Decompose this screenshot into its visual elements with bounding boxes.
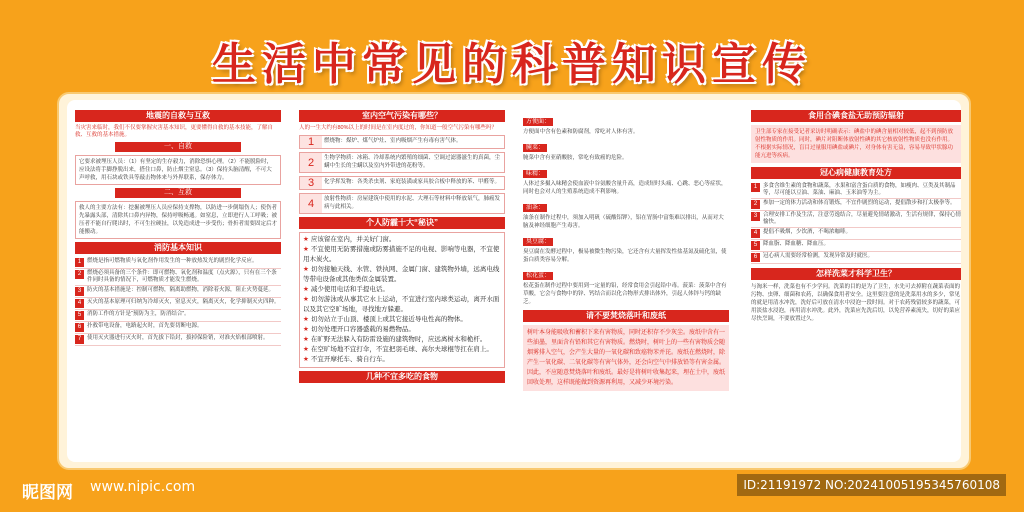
item-text: 灭火的基本原理可归纳为冷却灭火，窒息灭火，隔离灭火，化学抑制灭火四种。 xyxy=(87,299,280,305)
item-text: 参加一定的体力活动和体育锻炼，不宜作剧烈的运动，提倡散步和打太极拳等。 xyxy=(763,200,956,206)
food-text: 臭豆腐在发酵过程中，极易被微生物污染，它还含有大量挥发性盐基氮及硫化氢，使蛋白质类容易分解。 xyxy=(523,249,727,263)
fire-list xyxy=(75,257,281,346)
number-icon: 1 xyxy=(300,136,322,148)
list-item xyxy=(75,310,281,322)
watermark-url: www.nipic.com xyxy=(90,479,196,495)
tip-item: ★ 切勿接触天线、水管、铁执网、金属门窗、建筑物外墙，远离电线等带电设备或其他类似金属装置。 xyxy=(303,265,501,285)
item-number: 2 xyxy=(751,200,760,209)
watermark-logo: 昵图网 xyxy=(22,483,73,503)
item-text: 燃烧必须具备的三个条件：即可燃物、氧化剂和温度（点火源），只有在三个条件同时具备的情况下，可燃物质才能发生燃烧。 xyxy=(87,270,277,283)
vegetable-wash-text: 与淘米一样，洗菜也有不少学问。洗菜的目的是为了卫生，水先可去掉附在蔬菜表面的污物、虫卵、细菌和农药，以确保食用者安全。这里要注意的是洗菜用水的多少，常见的就是用清水冲洗，洗好后可放在清水中浸泡一段时间。对于农药残留较多的蔬菜，可用淡盐水浸泡，再用清水冲洗。此外，洗菜应先洗后切，以免营养素流失，切好的菜应尽快烹调，不要放置过久。 xyxy=(751,284,961,322)
item-text: 放射性物质：房屋建筑中使用的水泥、大理石等材料中释放氡气，肺癌发病与此相关。 xyxy=(324,196,501,210)
food-tag: 油条： xyxy=(523,204,547,212)
item-number: 5 xyxy=(75,311,84,320)
food-tag: 松花蛋： xyxy=(523,272,553,280)
iodine-text: 卫生部专家在接受记者采访时明确表示：碘盐中的碘含量相对较低，起不到预防放射性物质的作用。同时，碘片对阻断体放射性碘的其它核放射性物质也没有作用。不根据实际情况，盲目过量服用碘盐或碘片，对身体有害无益，容易导致甲状腺功能亢进等疾病。 xyxy=(751,125,961,163)
haze-tips-title: 个人防霾十大“秘诀” xyxy=(299,217,505,229)
tip-item: ★ 减少使用电话和手提电话。 xyxy=(303,285,501,295)
item-number: 6 xyxy=(751,253,760,262)
list-item xyxy=(299,135,505,149)
air-pollution-title: 室内空气污染有哪些？ xyxy=(299,110,505,122)
item-number: 3 xyxy=(751,212,760,221)
list-item xyxy=(75,269,281,286)
number-icon: 2 xyxy=(300,153,322,172)
item-number: 2 xyxy=(75,270,84,279)
watermark-id: ID:21191972 NO:20241005195345760108 xyxy=(737,474,1006,496)
food-text: 方便面中含有色素和防腐剂，常吃对人体有害。 xyxy=(523,129,639,135)
tip-item: ★ 应该留在室内，并关好门窗。 xyxy=(303,235,501,245)
earthquake-title: 地震的自救与互救 xyxy=(75,110,281,122)
item-text: 提倡不吸烟，少饮酒，不喝浓咖啡。 xyxy=(763,229,852,235)
list-item xyxy=(751,252,961,264)
leaf-burning-title: 请不要焚烧落叶和废纸 xyxy=(523,310,729,322)
food-item xyxy=(523,230,729,264)
list-item xyxy=(299,193,505,214)
list-item xyxy=(75,286,281,298)
list-item xyxy=(751,240,961,252)
mutual-rescue-title: 二、互救 xyxy=(115,188,241,198)
content-board xyxy=(57,92,971,470)
list-item xyxy=(75,257,281,269)
item-text: 消防工作的方针是“预防为主，防消结合”。 xyxy=(87,311,190,317)
list-item xyxy=(299,176,505,190)
list-item xyxy=(751,228,961,240)
tip-item: ★ 切勿游泳或从事其它水上运动，不宜进行室内球类运动，离开水面以及其它空旷场地，寻找地方躲避。 xyxy=(303,295,501,315)
item-text: 合理安排工作及生活，注意劳逸结合，尽量避免情绪激动，生活有规律，保持心情愉快。 xyxy=(763,212,961,225)
number-icon: 4 xyxy=(300,194,322,213)
heart-health-title: 冠心病健康教育处方 xyxy=(751,167,961,179)
item-text: 多食含维生素的食物和蔬菜，水果和富含蛋白质的食物，如瘦肉、豆类及其制品等，尽可能以豆油、菜油、麻油、玉米油等为主。 xyxy=(763,183,956,196)
item-text: 冠心病人需要经常检测，发现异常及时就医。 xyxy=(763,253,874,259)
item-text: 燃烧物：煤炉、煤气炉灶、室内吸烟产生有毒有害气体。 xyxy=(324,138,462,144)
column-health xyxy=(751,110,961,454)
page-title: 生活中常见的科普知识宣传 xyxy=(212,39,812,90)
list-item xyxy=(75,322,281,334)
earthquake-intro: 当灾害来临时，我们不仅要掌握灾害基本知识，更要懂得自救的基本技能，了解自救、互救的基本措施。 xyxy=(75,125,274,138)
item-number: 4 xyxy=(75,299,84,308)
tip-item: ★ 切勿站立于山顶、楼顶上或其它接近导电性高的物体。 xyxy=(303,315,501,325)
item-text: 化学挥发物：各类杀虫剂、家庭装潢或家具胶合板中释放的苯、甲醛等。 xyxy=(324,179,501,185)
food-text: 松花蛋在制作过程中要用到一定量的铅，经常食用会引起铅中毒。菠菜：菠菜中含有草酸，它会与食物中的锌、钙结合而以化合物形式排出体外，引起人体锌与钙的缺乏。 xyxy=(523,283,727,305)
item-text: 降血脂、降血糖、降血压。 xyxy=(763,241,830,247)
tip-item: ★ 不宜开摩托车、骑自行车。 xyxy=(303,355,501,365)
food-item xyxy=(523,162,729,196)
item-number: 5 xyxy=(751,241,760,250)
food-item xyxy=(523,110,729,136)
mutual-rescue-text: 救人的主要方法有：挖掘被埋压人员应保持支撑物，以防进一步倒塌伤人；使伤者先暴露头部，清除其口鼻内异物，保持呼吸畅通。如窒息，立即进行人工呼吸；被压者不能自行爬出时，不可生拉硬扯，以免造成进一步受伤；骨折者需要固定后才能搬动。 xyxy=(75,201,281,239)
self-rescue-title: 一、自救 xyxy=(115,142,241,152)
list-item xyxy=(751,211,961,228)
column-air-pollution xyxy=(299,110,505,454)
air-pollution-intro: 人的一生大约有80%以上的时间是在室内度过的，你知道一般空气污染有哪些吗？ xyxy=(299,125,498,131)
fire-title: 消防基本知识 xyxy=(75,242,281,254)
heart-health-list xyxy=(751,182,961,264)
food-tag: 味精： xyxy=(523,170,547,178)
foods-title: 几种不宜多吃的食物 xyxy=(299,371,505,383)
leaf-burning-text: 树叶本身能吸收和蓄积下来有害物质，同时还积存不少灰尘。废纸中含有一些油墨，里面含有铅和其它有害物质。燃烧时，树叶上的一些有害物质会随烟雾排入空气，会产生大量的一氧化碳和致癌物苯并芘。废纸在燃烧时，除产生一氧化碳、二氧化碳等有害气体外，还会向空气中排放铅等有害金属。因此，不应随意焚烧落叶和废纸。最好是将树叶收集起来，埋在土中，废纸回收处理，这样既能做到资源再利用，又减少环境污染。 xyxy=(523,325,729,391)
item-text: 燃烧是指可燃物质与氧化剂作用发生的一种放热发光的剧烈化学反应。 xyxy=(87,258,258,264)
item-number: 1 xyxy=(751,183,760,192)
list-item xyxy=(75,298,281,310)
food-item xyxy=(523,136,729,162)
food-item xyxy=(523,264,729,306)
iodine-title: 食用合碘食盐无助预防辐射 xyxy=(751,110,961,122)
tip-item: ★ 切勿处理开口容器盛载的易燃物品。 xyxy=(303,325,501,335)
self-rescue-text: 它要求被埋压人员：（1）有坚定的生存毅力，消除恐惧心理。（2）不能脱险时，应设法将手脚挣脱出来，搭住口鼻，防止烟尘窒息。（3）保持头脑清醒，不可大声呼救，用石块或铁具等敲击物体来与外界联系，保存体力。 xyxy=(75,155,281,185)
column-foods xyxy=(523,110,729,454)
item-number: 1 xyxy=(75,258,84,267)
column-earthquake-fire xyxy=(75,110,281,454)
food-tag: 臭豆腐： xyxy=(523,238,553,246)
food-tag: 腌菜： xyxy=(523,144,547,152)
food-list xyxy=(523,110,729,306)
tip-item: ★ 在旷野无法躲入有防雷设施的建筑物时，应远离树木和桅杆。 xyxy=(303,335,501,345)
item-number: 7 xyxy=(75,335,84,344)
list-item xyxy=(75,334,281,346)
item-number: 4 xyxy=(751,229,760,238)
content-panel xyxy=(67,100,961,462)
item-number: 6 xyxy=(75,323,84,332)
food-text: 油条在制作过程中，须加入明矾（硫酸铝钾），铝在胃肠中富集难以排出，从而对大脑及神经细胞产生毒害。 xyxy=(523,215,724,229)
food-tag: 方便面： xyxy=(523,118,553,126)
tip-item: ★ 不宜使用无防雾措施或防雾措施不足的电视、影响等电器，不宜使用木炭火。 xyxy=(303,245,501,265)
item-text: 防火的基本措施是：控制可燃物，隔离助燃物，消除着火源，阻止火势蔓延。 xyxy=(87,287,275,293)
food-text: 腌菜中含有亚硝酸胺，常吃有致癌的危险。 xyxy=(523,155,628,161)
vegetable-wash-title: 怎样洗菜才科学卫生？ xyxy=(751,268,961,280)
haze-tips-list xyxy=(299,232,505,368)
item-number: 3 xyxy=(75,287,84,296)
item-text: 扑救带电设备，电路起火时，首先要切断电源。 xyxy=(87,323,203,329)
item-text: 生物学物质：冰箱、冷却系统内繁殖的细菌、空调过滤器滋生的真菌，尘螨中生长的尘螨以及室内外带进的花粉等。 xyxy=(324,155,501,169)
number-icon: 3 xyxy=(300,177,322,189)
tip-item: ★ 在空旷场地不宜打伞，不宜把羽毛球、高尔夫球棍等扛在肩上。 xyxy=(303,345,501,355)
list-item xyxy=(751,182,961,199)
food-item xyxy=(523,196,729,230)
item-text: 使用灭火器进行灭火时，首先拔下铅封，拔掉保险销，对准火焰根部喷射。 xyxy=(87,335,269,341)
list-item xyxy=(299,152,505,173)
list-item xyxy=(751,199,961,211)
food-text: 人体过多摄入味精会使血液中谷氨酸含量升高，造成短时头痛、心跳、恶心等症状，同时也会对人的生殖系统造成不利影响。 xyxy=(523,181,727,195)
